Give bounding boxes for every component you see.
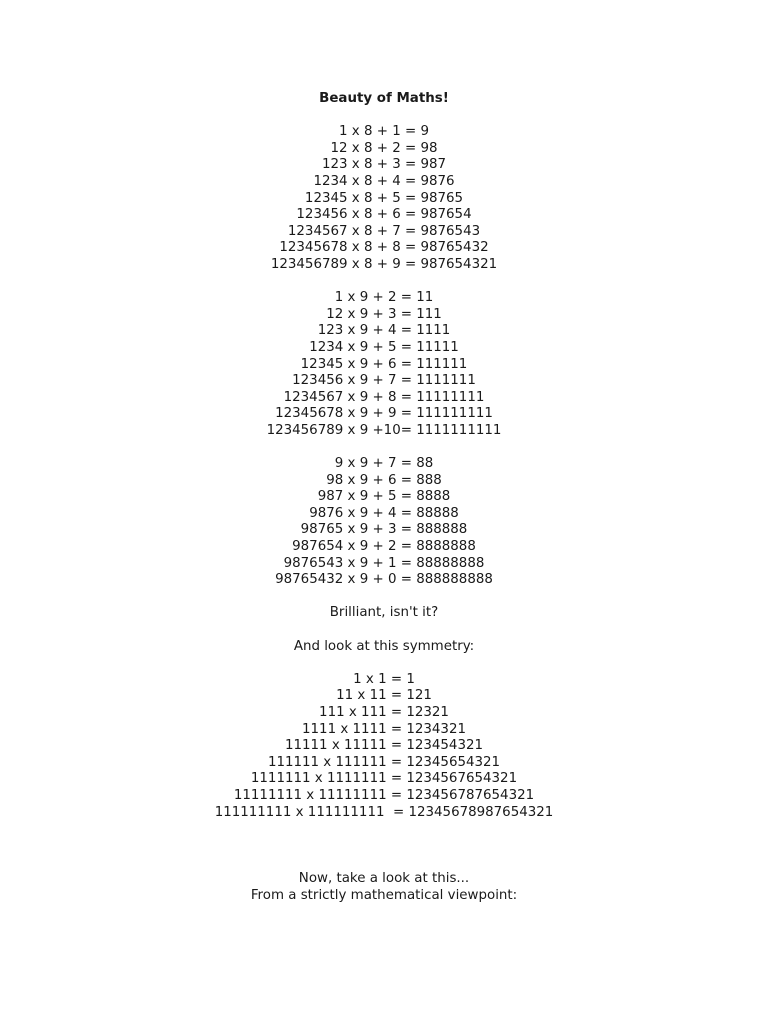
closing-line: Now, take a look at this... [298, 870, 470, 886]
equation-line: 987 x 9 + 5 = 8888 [317, 489, 451, 505]
spacer [0, 655, 768, 672]
equation-line: 111111111 x 111111111 = 12345678987654321 [214, 804, 554, 820]
equation-line: 12 x 8 + 2 = 98 [330, 140, 438, 156]
equation-line: 98 x 9 + 6 = 888 [326, 472, 442, 488]
equation-line: 98765 x 9 + 3 = 888888 [300, 522, 468, 538]
equation-line: 98765432 x 9 + 0 = 888888888 [275, 572, 493, 588]
equation-line: 1 x 1 = 1 [353, 671, 415, 687]
equation-line: 987654 x 9 + 2 = 8888888 [292, 539, 476, 555]
equation-line: 9876543 x 9 + 1 = 88888888 [283, 555, 485, 571]
equation-line: 11111 x 11111 = 123454321 [284, 738, 484, 754]
symmetry-intro-text: And look at this symmetry: [293, 638, 475, 654]
document-page [0, 91, 768, 904]
equation-line: 1111111 x 1111111 = 1234567654321 [250, 771, 518, 787]
spacer [0, 821, 768, 871]
equation-line: 12345 x 8 + 5 = 98765 [304, 190, 464, 206]
spacer [0, 622, 768, 639]
equation-line: 1 x 8 + 1 = 9 [339, 124, 429, 140]
equation-line: 12345678 x 8 + 8 = 98765432 [279, 240, 489, 256]
equation-line: 1234567 x 9 + 8 = 11111111 [283, 389, 485, 405]
spacer [0, 439, 768, 456]
equation-line: 9876 x 9 + 4 = 88888 [309, 505, 459, 521]
equation-line: 1234 x 9 + 5 = 11111 [309, 339, 459, 355]
equation-block-times-9-eights [0, 456, 768, 589]
equation-line: 9 x 9 + 7 = 88 [334, 456, 434, 472]
equation-line: 111 x 111 = 12321 [319, 704, 449, 720]
document-title: Beauty of Maths! [319, 91, 449, 106]
spacer [0, 274, 768, 291]
spacer [0, 589, 768, 606]
equation-line: 1234 x 8 + 4 = 9876 [313, 173, 455, 189]
equation-line: 123456 x 9 + 7 = 1111111 [292, 373, 476, 389]
equation-line: 12345 x 9 + 6 = 111111 [300, 356, 468, 372]
equation-line: 123456789 x 8 + 9 = 987654321 [270, 256, 498, 272]
equation-line: 111111 x 111111 = 12345654321 [267, 754, 501, 770]
spacer [0, 108, 768, 125]
equation-line: 123456 x 8 + 6 = 987654 [296, 207, 472, 223]
equation-line: 12 x 9 + 3 = 111 [326, 306, 442, 322]
equation-line: 12345678 x 9 + 9 = 111111111 [275, 406, 493, 422]
equation-block-symmetry [0, 672, 768, 821]
equation-line: 123 x 8 + 3 = 987 [321, 157, 447, 173]
closing-line: From a strictly mathematical viewpoint: [250, 887, 518, 903]
brilliant-text: Brilliant, isn't it? [329, 605, 439, 621]
equation-block-times-9-ones [0, 290, 768, 439]
equation-block-times-8 [0, 124, 768, 273]
equation-line: 123456789 x 9 +10= 1111111111 [266, 422, 502, 438]
equation-line: 1234567 x 8 + 7 = 9876543 [287, 223, 481, 239]
equation-line: 1111 x 1111 = 1234321 [302, 721, 466, 737]
equation-line: 123 x 9 + 4 = 1111 [317, 323, 451, 339]
equation-line: 11 x 11 = 121 [336, 688, 432, 704]
equation-line: 1 x 9 + 2 = 11 [334, 290, 434, 306]
equation-line: 11111111 x 11111111 = 123456787654321 [233, 787, 535, 803]
